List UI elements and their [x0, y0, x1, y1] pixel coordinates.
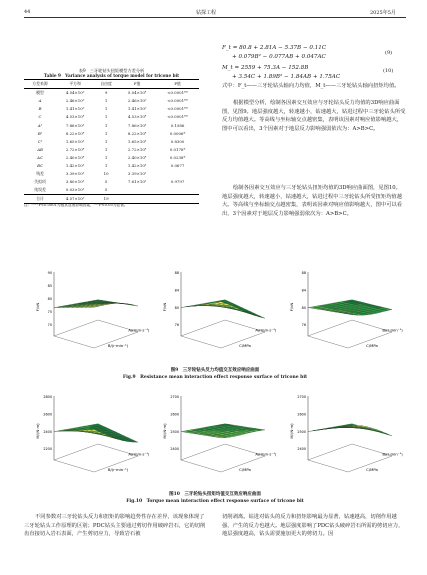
table-cell: 0.03×10³ — [65, 187, 85, 193]
table-cell: B — [38, 106, 42, 112]
table-cell: 8.22×10⁴ — [127, 130, 147, 136]
z-tick-label: 2600 — [170, 412, 179, 417]
z-tick-label: 76 — [301, 323, 306, 328]
z-tick-label: 70 — [47, 323, 52, 328]
z-tick-label: 76 — [174, 323, 179, 328]
floor-edge — [181, 444, 225, 460]
surface-cell — [378, 431, 387, 434]
surface-cell — [383, 433, 392, 436]
table-cell: 0.0238* — [169, 154, 186, 160]
figure-9 — [24, 264, 406, 366]
col-header: 平方和 — [69, 81, 81, 87]
table-cell: <0.0001** — [167, 114, 188, 120]
table-cell: 8.22×10⁴ — [65, 130, 85, 136]
z-axis-label: F/kN — [162, 302, 167, 312]
issue-date: 2025年5月 — [370, 10, 396, 16]
table-cell: 7.61×10² — [127, 179, 147, 185]
table-cell: C — [38, 114, 42, 120]
z-tick-label: 80 — [47, 297, 52, 302]
table-cell: 4.57×10⁵ — [65, 196, 85, 202]
col-header: F值 — [133, 81, 141, 87]
table-row — [24, 170, 199, 178]
z-axis-label: F/kN — [35, 302, 40, 312]
table-cell: 1 — [104, 122, 108, 128]
table-row — [24, 89, 199, 98]
table-cell — [156, 186, 199, 195]
table-header-row — [24, 80, 199, 89]
table-cell: 5.04×10⁴ — [127, 90, 147, 96]
y-axis-label: A/(mm·s⁻¹) — [255, 327, 277, 333]
paragraph-fig10: 绘制各因素交互效应与三牙轮钻头扭矩均值的3D响应曲面图，见图10。地层强度越大，转速越小，钻速越大，钻进过程中三牙轮钻头所受扭矩均值越大。等高线与坐标轴交点越密集，表明该因素对响应值影响越大，图中可以看出，3个因素对于地层反力影响强弱依次为：A>B>C。 — [222, 185, 403, 217]
floor-edge — [181, 320, 225, 336]
table-cell: 0.1586 — [170, 122, 185, 128]
table-row — [24, 138, 199, 146]
table-cell: 9 — [104, 90, 108, 96]
page-number: 44 — [24, 9, 31, 15]
table-cell: BC — [37, 162, 43, 168]
table-cell: 0.0677 — [170, 162, 185, 168]
table-cell: 7.86×10³ — [127, 122, 147, 128]
table-cell: 0.9797 — [170, 179, 185, 185]
z-tick-label: 2800 — [43, 395, 52, 399]
surface-panel — [35, 395, 150, 472]
table-cell: 1 — [104, 98, 108, 104]
x-axis-label: C/MPa — [366, 466, 378, 472]
equation-10-number: (10) — [383, 68, 394, 74]
table-cell: 2.72×10⁴ — [65, 146, 85, 152]
floor-edge — [54, 460, 94, 472]
figure-10-caption-en: Fig.10 Torque mean interaction effect response surface of tricone bit — [126, 499, 304, 504]
x-axis-label: C/MPa — [239, 466, 251, 472]
table-cell: 1 — [104, 130, 108, 136]
z-axis-label: F/kN — [289, 302, 294, 312]
floor-edge — [308, 320, 352, 336]
table-cell: 合计 — [36, 196, 44, 202]
table-cell: 1.41×10⁵ — [65, 106, 85, 112]
z-tick-label: 2200 — [43, 447, 52, 452]
z-tick-label: 80 — [174, 305, 179, 310]
table-cell: AB — [37, 146, 43, 152]
table-cell: 2.46×10⁵ — [127, 98, 147, 104]
table-cell: 纯误差 — [34, 187, 46, 193]
floor-edge — [308, 444, 352, 460]
surface-panel — [35, 271, 150, 348]
table-cell: 1 — [104, 114, 108, 120]
z-tick-label: 80 — [301, 305, 306, 310]
table-cell: <0.0001** — [167, 90, 188, 96]
table-cell: 0.0178* — [169, 146, 186, 152]
figure-10 — [24, 388, 406, 490]
table-body — [24, 89, 199, 204]
surface-panel — [289, 271, 403, 348]
floor-edge — [54, 336, 94, 348]
figure-9-caption-en: Fig.9 Resistance mean interaction effect response surface of tricone bit — [122, 375, 308, 380]
table-cell: 1.41×10⁵ — [127, 106, 147, 112]
table-cell: 10 — [103, 171, 109, 177]
table9-title-en: Table 9 Variance analysis of torque model for tricone bit — [43, 73, 180, 78]
z-tick-label: 84 — [174, 288, 179, 293]
table-cell: 1.42×10³ — [127, 162, 147, 168]
journal-name: 钻探工程 — [196, 10, 217, 16]
z-tick-label: 88 — [301, 271, 306, 275]
floor-edge — [54, 444, 98, 460]
table-cell: 1 — [104, 146, 108, 152]
table-cell: 2.40×10⁴ — [127, 154, 147, 160]
table-row — [24, 162, 199, 170]
table-cell — [156, 170, 199, 178]
floor-edge — [181, 336, 221, 348]
table-cell: 4.53×10⁴ — [65, 114, 85, 120]
table-cell: 4.54×10⁵ — [65, 90, 85, 96]
table-cell: <0.0001** — [167, 106, 188, 112]
table-cell: A — [38, 98, 42, 104]
x-axis-label: B/(r·min⁻¹) — [107, 342, 129, 348]
z-tick-label: 2400 — [297, 447, 306, 452]
variable-definition: 式中：F_t——三牙轮钻头轴向力均值，M_t——三牙轮钻头轴向扭矩均值。 — [222, 83, 400, 89]
anova-table — [24, 79, 199, 204]
table-cell: 1.65×10³ — [65, 138, 85, 144]
x-axis-label: C/MPa — [239, 342, 251, 348]
table-row — [24, 146, 199, 154]
floor-edge — [308, 460, 348, 472]
surface-panel — [162, 395, 277, 472]
table-cell: 2.72×10⁴ — [127, 146, 147, 152]
table9-title-cn: 表9 三牙轮钻头扭矩模型方差分析 — [78, 68, 145, 73]
y-axis-label: A/(mm·s⁻¹) — [128, 451, 150, 457]
table-row — [24, 178, 199, 186]
table-cell: 0.8300 — [170, 138, 185, 144]
y-axis-label: B/(r·min⁻¹) — [382, 327, 403, 333]
table-cell — [118, 186, 156, 195]
floor-edge — [308, 336, 348, 348]
surface-panel — [162, 271, 277, 348]
table-cell: 2.46×10⁵ — [65, 98, 85, 104]
table-row — [24, 121, 199, 129]
equation-9-number: (9) — [385, 50, 393, 56]
col-header: 方差来源 — [32, 81, 48, 87]
table-row — [24, 113, 199, 121]
equation-10-line1: M_t = 2559 + 75.3A − 152.8B — [222, 65, 309, 71]
table-cell: 1 — [104, 138, 108, 144]
x-axis-label: C/MPa — [366, 342, 378, 348]
col-header: 自由度 — [100, 81, 112, 87]
figure-10-surfaces — [24, 388, 406, 490]
table-cell: A² — [37, 122, 43, 128]
table-cell: 19 — [103, 196, 109, 202]
equation-10-line2: + 3.54C + 1.89B² − 1.84AB + 1.75AC — [232, 74, 341, 80]
z-tick-label: 2400 — [170, 447, 179, 452]
z-tick-label: 2700 — [297, 395, 306, 399]
z-axis-label: M/(N·m) — [162, 423, 167, 439]
table9-note: 注："**"P<0.0001为极其显著影响因素，"*"P<0.05为显著。 — [24, 203, 128, 207]
z-axis-label: M/(N·m) — [35, 423, 40, 439]
z-axis-label: M/(N·m) — [289, 423, 294, 439]
table-cell: C² — [37, 138, 43, 144]
equation-9-line1: F_t = 80.8 + 2.81A − 5.37B − 0.11C — [222, 45, 327, 51]
bottom-right-paragraph: 切削剥离。钻进对钻头的反力和扭矩影响最为显著，钻速越高，切削作用越强，产生的反力也越大。地层强度影响了PDC钻头破碎岩石所需的剪切应力，地层强度越高，钻头需要施加更大的剪切力。因 — [222, 514, 404, 537]
floor-edge — [54, 320, 98, 336]
z-tick-label: 2600 — [43, 412, 52, 417]
x-axis-label: B/(r·min⁻¹) — [107, 466, 129, 472]
table-cell: 失拟项 — [34, 179, 46, 185]
z-tick-label: 90 — [47, 271, 52, 275]
z-tick-label: 85 — [47, 284, 52, 289]
y-axis-label: B/(r·min⁻¹) — [382, 451, 403, 457]
floor-edge — [181, 460, 221, 472]
z-tick-label: 84 — [301, 288, 306, 293]
table-cell: 残差 — [36, 171, 44, 177]
table-cell: 1 — [104, 154, 108, 160]
figure-10-caption-cn: 图10 三牙轮钻头扭矩均值交互效应响应曲面 — [169, 492, 261, 497]
table-cell: 1 — [104, 162, 108, 168]
z-tick-label: 2500 — [297, 429, 306, 434]
surface-panel — [289, 395, 403, 472]
table-cell: 模型 — [36, 90, 44, 96]
header-rule — [24, 17, 406, 18]
figure-9-caption-cn: 图9 三牙轮钻头反力均值交互效应响应曲面 — [170, 368, 260, 373]
y-axis-label: A/(mm·s⁻¹) — [128, 327, 150, 333]
table-cell: 4.53×10⁴ — [127, 114, 147, 120]
table-cell: 1.65×10³ — [127, 138, 147, 144]
table-cell: 0.0006* — [169, 130, 186, 136]
table-row — [24, 97, 199, 105]
y-axis-label: A/(mm·s⁻¹) — [255, 451, 277, 457]
z-tick-label: 2400 — [43, 429, 52, 434]
table-cell: <0.0001** — [167, 98, 188, 104]
table-cell: 3.80×10³ — [65, 179, 85, 185]
z-tick-label: 2700 — [170, 395, 179, 399]
table-cell: 2.40×10⁴ — [65, 154, 85, 160]
paragraph-fig9: 根据模型分析，绘制各因素交互效应与牙轮钻头反力均值的3D响应曲面图，见图9。地层强度越大，转速越小，钻速越大，钻进过程中三牙轮钻头所受反力均值越大。等高线与坐标轴交点越密集，表明该因素对响应值影响越大，图中可以看出，3个因素对于地层反力影响强弱依次为：A>B>C。 — [222, 100, 406, 132]
table-row — [24, 154, 199, 162]
table-cell: 3.39×10² — [127, 171, 147, 177]
z-tick-label: 75 — [47, 310, 52, 315]
table-cell: 5 — [104, 187, 108, 193]
equation-9-line2: + 0.079B² − 0.077AB + 0.047AC — [232, 54, 326, 60]
table-row — [24, 105, 199, 113]
table-cell: AC — [37, 154, 43, 160]
z-tick-label: 88 — [174, 271, 179, 275]
figure-9-surfaces — [24, 264, 406, 366]
table-row — [24, 130, 199, 138]
z-tick-label: 2600 — [297, 412, 306, 417]
z-tick-label: 2500 — [170, 429, 179, 434]
table-cell: 5 — [104, 179, 108, 185]
table-cell: 3.39×10³ — [65, 171, 85, 177]
table-cell: 7.86×10³ — [65, 122, 85, 128]
table-cell: B² — [37, 130, 43, 136]
table-row — [24, 186, 199, 195]
bottom-left-paragraph: 不同参数对三牙轮钻头反力和扭矩的影响趋势性存在差异，该现象体现了三牙轮钻头工作原理的区别；PDC钻头主要通过剪切作用破碎岩石，它的切削齿直接切入岩石表面，产生剪切应力，导致岩石被 — [24, 514, 206, 537]
table-cell: 1 — [104, 106, 108, 112]
table-cell: 1.42×10³ — [65, 162, 85, 168]
col-header: P值 — [174, 81, 181, 87]
